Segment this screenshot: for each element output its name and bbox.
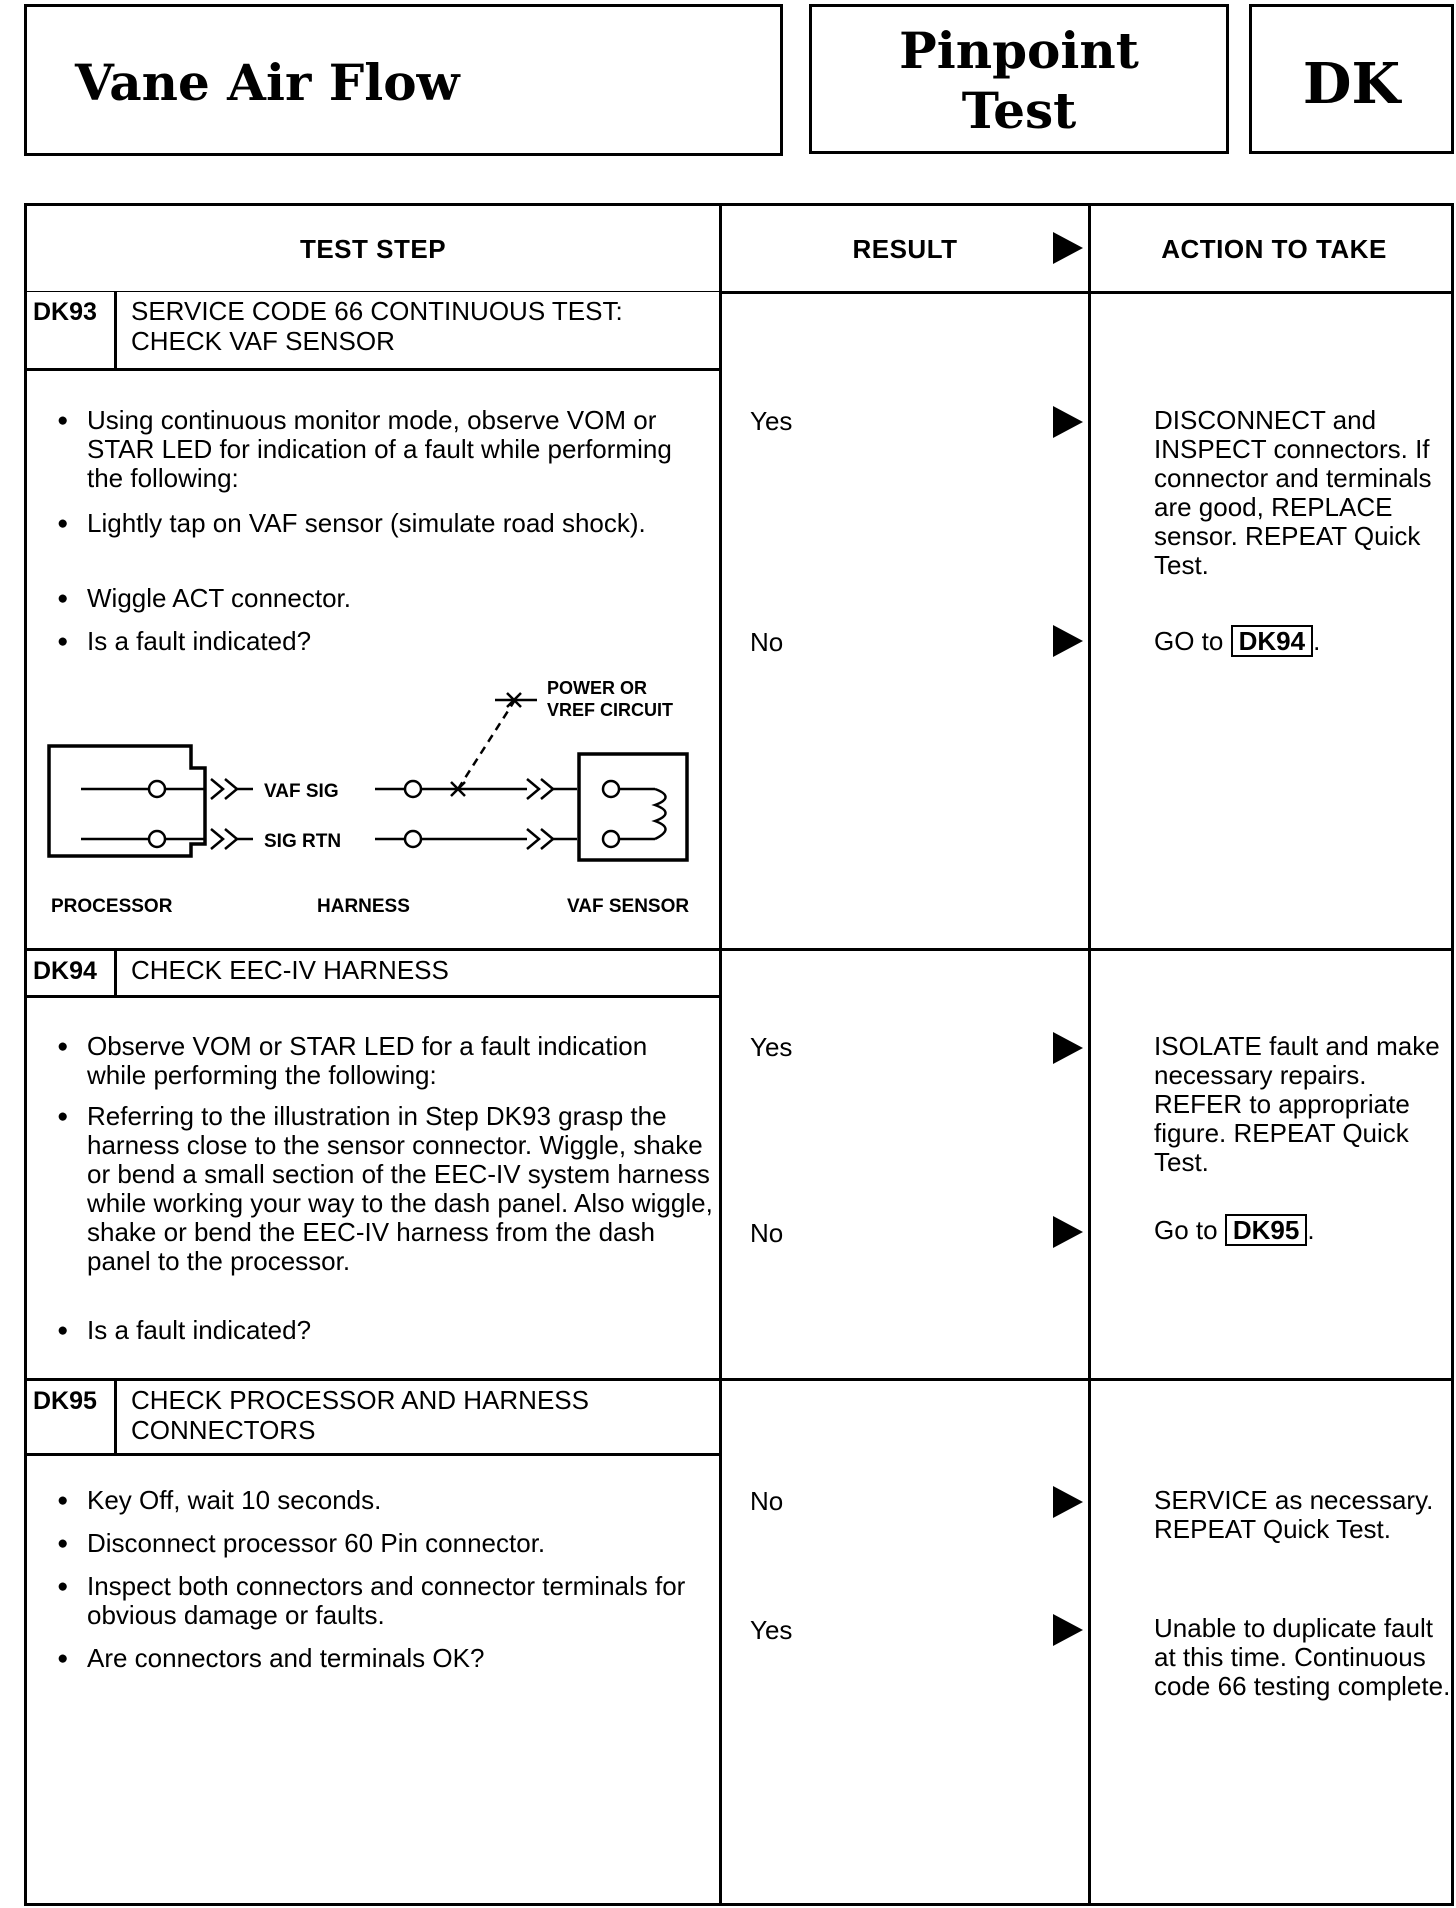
power-label-2: VREF CIRCUIT <box>547 700 673 720</box>
sig-rtn-label: SIG RTN <box>264 831 342 852</box>
result-header: RESULT <box>852 233 958 264</box>
result-value: Yes <box>750 406 793 436</box>
step-bullet: ● Wiggle ACT connector. <box>57 584 712 613</box>
action-goto <box>1154 1214 1315 1246</box>
step-bullet: ● Observe VOM or STAR LED for a fault indication while performing the following: <box>57 1032 712 1090</box>
step-reference-dk94[interactable]: DK94 <box>1231 625 1313 657</box>
column-divider-2 <box>1088 206 1091 1903</box>
goto-label: Go to <box>1154 1215 1218 1245</box>
goto-label: GO to <box>1154 626 1224 656</box>
action-text: ISOLATE fault and make necessary repairs. REFER to appropriate figure. REPEAT Quick Test. <box>1154 1031 1440 1177</box>
step-header-dk95 <box>27 1381 722 1456</box>
vaf-sensor-box <box>579 754 687 860</box>
step-bullet: ● Is a fault indicated? <box>57 1316 712 1345</box>
action-text: Unable to duplicate fault at this time. Continuous code 66 testing complete. <box>1154 1613 1451 1701</box>
pinpoint-line1: Pinpoint <box>899 21 1139 80</box>
step-title-line1: CHECK PROCESSOR AND HARNESS <box>131 1385 589 1415</box>
step-title <box>131 296 623 356</box>
action-text: DISCONNECT and INSPECT connectors. If connector and terminals are good, REPLACE sensor. REPEAT Quick Test. <box>1154 405 1432 580</box>
result-arrow-icon <box>1053 1486 1083 1518</box>
step-reference-dk95[interactable]: DK95 <box>1225 1214 1307 1246</box>
result-arrow-icon <box>1053 625 1083 657</box>
step-code: DK94 <box>27 951 117 995</box>
result-arrow-icon <box>1053 406 1083 438</box>
vaf-wiring-diagram <box>47 676 707 936</box>
pinpoint-table <box>24 203 1454 1906</box>
result-value: No <box>750 627 784 657</box>
result-arrow-icon <box>1053 1614 1083 1646</box>
processor-label: PROCESSOR <box>51 896 173 917</box>
result-value: Yes <box>750 1032 793 1062</box>
page-title: Vane Air Flow <box>75 53 460 112</box>
step-title: CHECK EEC-IV HARNESS <box>131 955 449 985</box>
power-label-1: POWER OR <box>547 678 648 698</box>
pinpoint-line2: Test <box>961 81 1077 140</box>
vaf-sig-label: VAF SIG <box>264 781 339 802</box>
result-header-arrow-icon <box>1053 232 1083 264</box>
step-header-dk94 <box>27 951 722 998</box>
step-header-dk93 <box>27 292 722 371</box>
step-title-line2: CHECK VAF SENSOR <box>131 326 395 356</box>
pinpoint-box <box>809 4 1229 154</box>
action-goto <box>1154 625 1320 657</box>
result-value: No <box>750 1218 784 1248</box>
test-code: DK <box>1302 51 1401 117</box>
title-box <box>24 4 783 156</box>
step-code: DK93 <box>27 292 117 368</box>
action-header: ACTION TO TAKE <box>1161 233 1387 264</box>
step-code: DK95 <box>27 1381 117 1453</box>
action-text: SERVICE as necessary. REPEAT Quick Test. <box>1154 1485 1434 1544</box>
step-bullet: ● Key Off, wait 10 seconds. <box>57 1486 712 1515</box>
step-bullet: ● Lightly tap on VAF sensor (simulate road shock). <box>57 509 712 538</box>
test-step-header: TEST STEP <box>299 233 447 264</box>
step-bullet: ● Using continuous monitor mode, observe VOM or STAR LED for indication of a fault while performing the following: <box>57 406 712 493</box>
step-bullet: ● Referring to the illustration in Step DK93 grasp the harness close to the sensor connector. Wiggle, shake or bend a small section of the EEC-IV system harness while working your way to the dash panel. Also wiggle, shake or bend the EEC-IV harness from the dash panel to the processor. <box>57 1102 717 1276</box>
column-divider-1 <box>719 206 722 1903</box>
step-title-line2: CONNECTORS <box>131 1415 316 1445</box>
step-bullet: ● Are connectors and terminals OK? <box>57 1644 712 1673</box>
step-title <box>131 1385 589 1445</box>
result-arrow-icon <box>1053 1032 1083 1064</box>
pinpoint-label <box>812 21 1226 141</box>
result-arrow-icon <box>1053 1216 1083 1248</box>
step-bullet: ● Inspect both connectors and connector terminals for obvious damage or faults. <box>57 1572 712 1630</box>
harness-label: HARNESS <box>317 896 410 917</box>
vaf-sensor-label: VAF SENSOR <box>567 896 690 917</box>
goto-suffix: . <box>1313 626 1321 656</box>
step-bullet: ● Disconnect processor 60 Pin connector. <box>57 1529 712 1558</box>
test-code-box <box>1249 4 1454 154</box>
goto-suffix: . <box>1307 1215 1315 1245</box>
result-value: No <box>750 1486 784 1516</box>
step-bullet: ● Is a fault indicated? <box>57 627 712 656</box>
step-title-line1: SERVICE CODE 66 CONTINUOUS TEST: <box>131 296 623 326</box>
result-value: Yes <box>750 1615 793 1645</box>
